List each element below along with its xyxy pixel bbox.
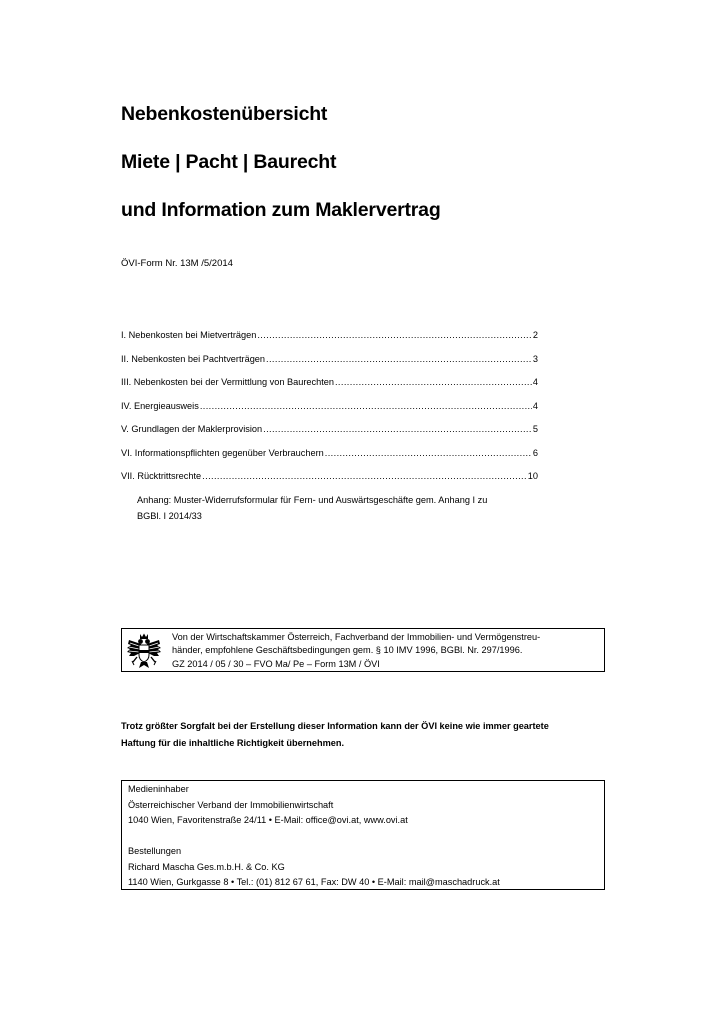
toc-entry-page: 3 (532, 353, 538, 364)
toc-entry-page: 4 (532, 377, 538, 387)
toc-leader-dots (325, 448, 532, 458)
annex-line-2: BGBl. I 2014/33 (137, 511, 202, 521)
title-line-1: Nebenkostenübersicht (121, 103, 328, 125)
toc-entry-page: 5 (532, 424, 538, 434)
toc-leader-dots (202, 471, 527, 481)
toc-entry-label: V. Grundlagen der Maklerprovision (121, 424, 263, 434)
toc-entry-label: IV. Energieausweis (121, 400, 199, 411)
title-line-2: Miete | Pacht | Baurecht (121, 151, 337, 173)
disclaimer (121, 718, 591, 752)
toc-entry-label: III. Nebenkosten bei der Vermittlung von Baurechten (121, 377, 334, 387)
toc-entry[interactable] (121, 354, 538, 378)
toc-leader-dots (200, 401, 532, 411)
toc-entry[interactable] (121, 330, 538, 354)
toc-leader-dots (335, 377, 532, 387)
annex-line-1: Anhang: Muster-Widerrufsformular für Fern- und Auswärtsgeschäfte gem. Anhang I zu (137, 495, 488, 505)
toc-entry-page: 10 (527, 471, 538, 481)
wko-recommendation-box (121, 628, 605, 672)
form-number: ÖVI-Form Nr. 13M /5/2014 (121, 258, 233, 269)
disclaimer-line-1: Trotz größter Sorgfalt bei der Erstellung dieser Information kann der ÖVI keine wie immer geartete (121, 721, 549, 731)
toc-entry-page: 6 (532, 447, 538, 458)
toc-leader-dots (266, 354, 532, 364)
wko-line-1: Von der Wirtschaftskammer Österreich, Fachverband der Immobilien- und Vermögenstreu- (172, 632, 541, 642)
toc-entry[interactable] (121, 448, 538, 472)
toc-entry[interactable] (121, 471, 538, 495)
publisher-address: 1040 Wien, Favoritenstraße 24/11 • E-Mail: office@ovi.at, www.ovi.at (128, 815, 408, 825)
orders-heading: Bestellungen (128, 846, 182, 856)
orders-address: 1140 Wien, Gurkgasse 8 • Tel.: (01) 812 67 61, Fax: DW 40 • E-Mail: mail@maschadruck.at (128, 877, 500, 887)
toc-leader-dots (257, 330, 532, 340)
toc-entry-label: II. Nebenkosten bei Pachtverträgen (121, 353, 266, 364)
publisher-box (121, 780, 605, 890)
toc-leader-dots (263, 424, 532, 434)
wko-line-3: GZ 2014 / 05 / 30 – FVO Ma/ Pe – Form 13M / ÖVI (172, 658, 380, 669)
toc-entry-page: 4 (532, 400, 538, 411)
toc-entry-label: VII. Rücktrittsrechte (121, 471, 202, 481)
toc-entry-label: VI. Informationspflichten gegenüber Verbrauchern (121, 447, 324, 458)
annex-note (137, 492, 537, 524)
orders-name: Richard Mascha Ges.m.b.H. & Co. KG (128, 861, 285, 872)
austrian-eagle-icon (126, 632, 162, 670)
toc-entry[interactable] (121, 424, 538, 448)
wko-text (172, 631, 602, 671)
table-of-contents (121, 330, 538, 495)
spacer (128, 829, 604, 845)
title-line-3: und Information zum Maklervertrag (121, 199, 441, 221)
publisher-heading: Medieninhaber (128, 784, 189, 794)
toc-entry[interactable] (121, 401, 538, 425)
publisher-name: Österreichischer Verband der Immobilienwirtschaft (128, 799, 334, 810)
toc-entry-page: 2 (532, 330, 538, 340)
wko-line-2: händer, empfohlene Geschäftsbedingungen gem. § 10 IMV 1996, BGBl. Nr. 297/1996. (172, 645, 523, 656)
disclaimer-line-2: Haftung für die inhaltliche Richtigkeit übernehmen. (121, 738, 345, 748)
toc-entry[interactable] (121, 377, 538, 401)
toc-entry-label: I. Nebenkosten bei Mietverträgen (121, 330, 257, 340)
